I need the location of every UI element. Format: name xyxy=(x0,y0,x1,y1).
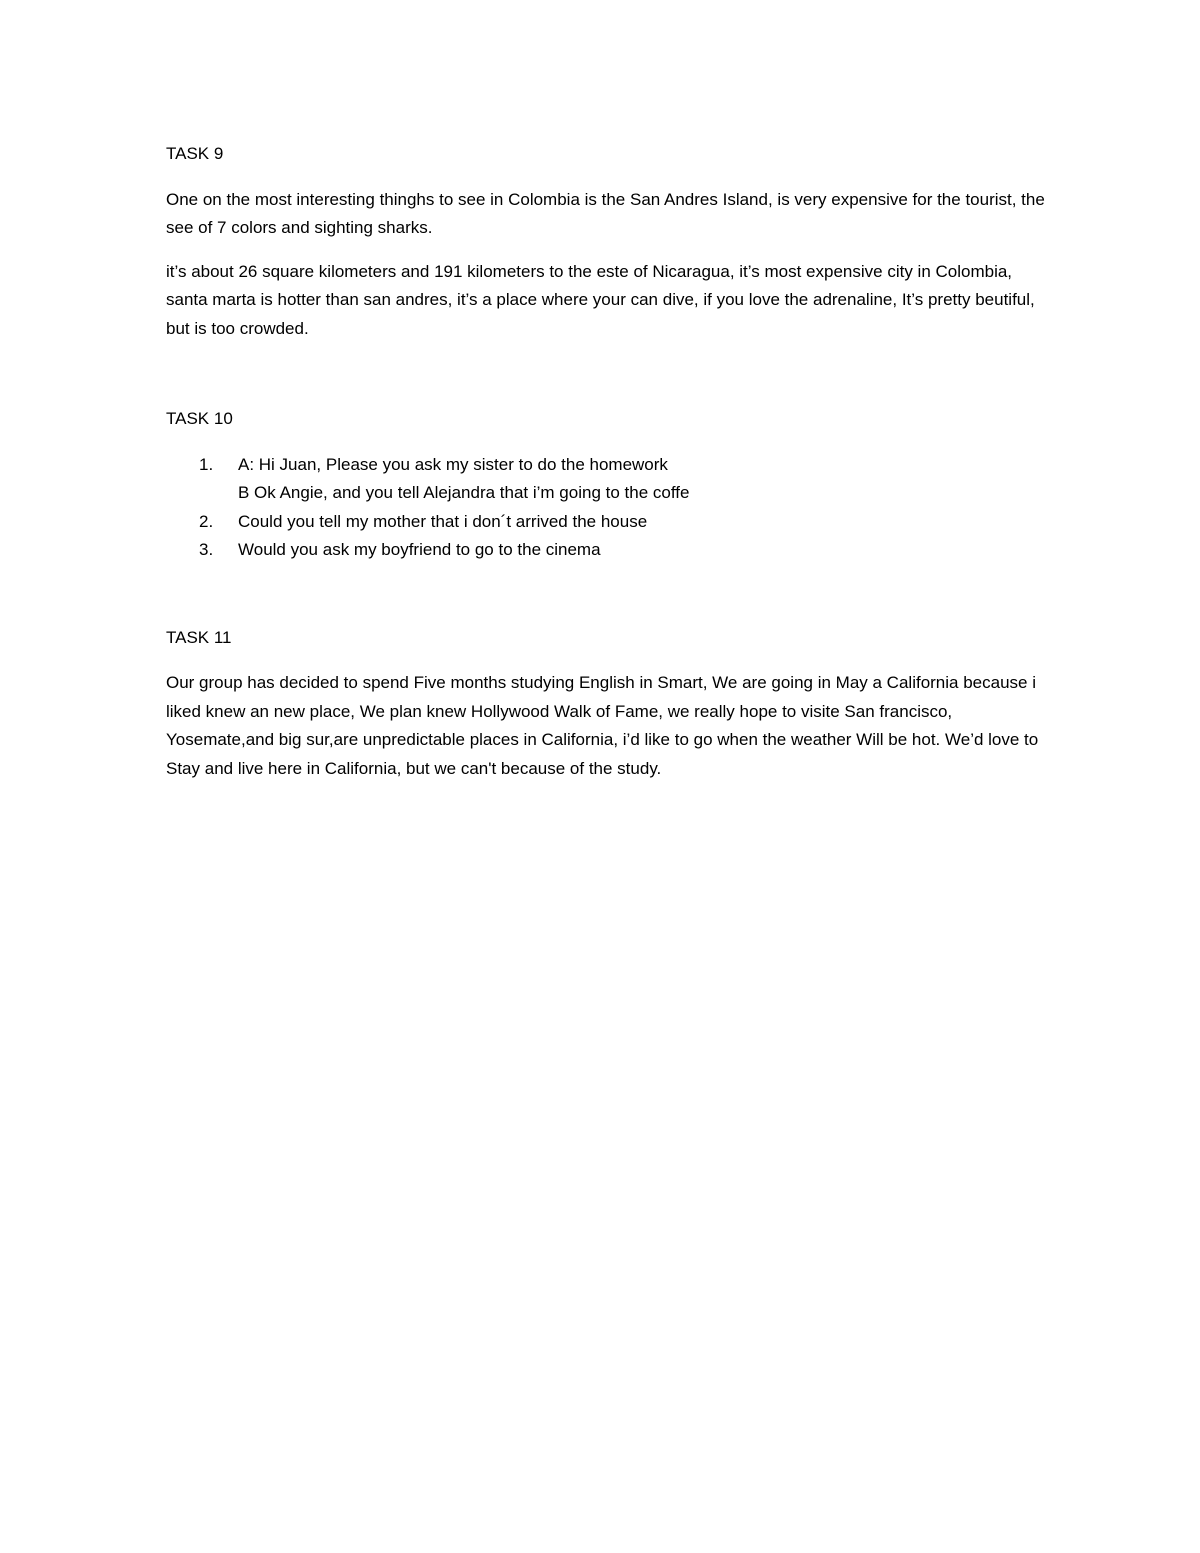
document-body xyxy=(166,140,1046,798)
task9-paragraph-1: One on the most interesting thinghs to see in Colombia is the San Andres Island, is very expensive for the tourist, the see of 7 colors and sighting sharks. xyxy=(166,189,1045,237)
list-item xyxy=(166,508,1046,537)
list-item-line: Would you ask my boyfriend to go to the cinema xyxy=(238,540,601,559)
list-item xyxy=(166,451,1046,508)
section-spacer xyxy=(166,565,1046,624)
list-item-number: 1. xyxy=(199,454,214,474)
list-item-line: Could you tell my mother that i don´t arrived the house xyxy=(238,511,648,531)
task9-heading: TASK 9 xyxy=(166,144,224,163)
section-spacer xyxy=(166,358,1046,405)
list-item-line: B Ok Angie, and you tell Alejandra that i’m going to the coffe xyxy=(238,483,690,502)
task10-heading: TASK 10 xyxy=(166,409,233,428)
task9-paragraph-2: it’s about 26 square kilometers and 191 kilometers to the este of Nicaragua, it’s most expensive city in Colombia, santa marta is hotter than san andres, it’s a place where your can dive, if you love the adrenaline, It’s pretty beutiful, but is too crowded. xyxy=(166,261,1035,338)
task11-paragraph-1: Our group has decided to spend Five months studying English in Smart, We are going in May a California because i liked knew an new place, We plan knew Hollywood Walk of Fame, we really hope to visite San francisco, Yosemate,and big sur,are unpredictable places in California, i’d like to go when the weather Will be hot. We’d love to Stay and live here in California, but we can't because of the study. xyxy=(166,673,1039,778)
list-item-number: 3. xyxy=(199,540,214,559)
list-item-number: 2. xyxy=(199,511,214,531)
task11-heading: TASK 11 xyxy=(166,627,232,647)
task10-list xyxy=(166,451,1046,565)
list-item-line: A: Hi Juan, Please you ask my sister to do the homework xyxy=(238,454,668,474)
list-item xyxy=(166,536,1046,565)
